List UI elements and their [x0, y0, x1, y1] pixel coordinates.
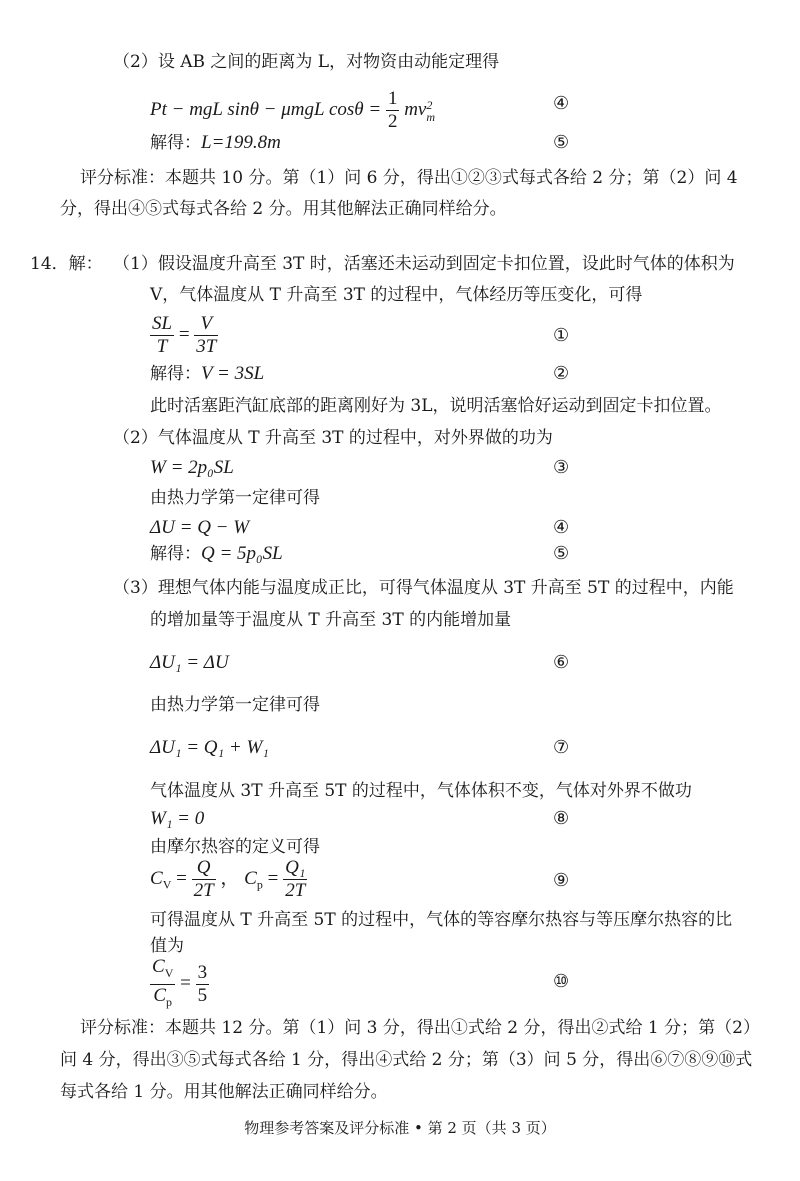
- q14-eq2-expr: V = 3SL: [201, 363, 265, 384]
- q14-eq1-rhs-den: 3T: [196, 336, 217, 357]
- q14-part1-intro: （1）假设温度升高至 3T 时，活塞还未运动到固定卡扣位置，设此时气体的体积为: [113, 254, 735, 274]
- q14-eq10-lhs: [150, 956, 175, 1013]
- q14-part1-conclusion: 此时活塞距汽缸底部的距离刚好为 3L，说明活塞恰好运动到固定卡扣位置。: [150, 396, 722, 416]
- q14-part3-intro2: 的增加量等于温度从 T 升高至 3T 的内能增加量: [150, 610, 512, 630]
- q13-solve: [150, 131, 281, 155]
- q13-eq4-frac-num: 1: [387, 88, 398, 109]
- q14-eq3-number: ③: [553, 457, 570, 478]
- q13-eq4-number: ④: [553, 93, 570, 114]
- q14-eq9-cv-den: 2T: [193, 880, 214, 901]
- q14-grading-2: 问 4 分，得出③⑤式每式各给 1 分，得出④式给 2 分；第（3）问 5 分，得出⑥⑦⑧⑨⑩式: [60, 1050, 753, 1070]
- q14-eq9-cv-sub: V: [162, 877, 172, 892]
- q14-molar-def: 由摩尔热容的定义可得: [150, 837, 320, 857]
- q14-eq3: W = 2p₀SL: [150, 457, 234, 478]
- q13-eq5-number: ⑤: [553, 132, 570, 153]
- q13-eq4-sub: m: [426, 109, 436, 124]
- q14-eq10-lhs-den-sub: p: [166, 994, 173, 1009]
- q14-eq2-label: 解得：: [150, 364, 201, 384]
- q14-grading-3: 每式各给 1 分。用其他解法正确同样给分。: [60, 1082, 388, 1102]
- q14-eq9-cv-frac: [192, 857, 216, 902]
- q14-eq9: $C_V$ = $\frac{Q}{2T}$ ， $C_p$ = $\frac{\text{Q₁}}{2T}$: [150, 857, 306, 901]
- q14-eq9-cp-den: 2T: [285, 880, 306, 901]
- q13-eq4-sup: 2: [426, 97, 433, 112]
- q13-eq4-lhs: Pt − mgL sinθ − μmgL cosθ =: [150, 98, 382, 120]
- q14-ratio-intro: 可得温度从 T 升高至 5T 的过程中，气体的等容摩尔热容与等压摩尔热容的比: [150, 910, 733, 930]
- q14-eq6-number: ⑥: [553, 652, 570, 673]
- q14-eq9-cp-sub: p: [256, 877, 263, 892]
- q14-eq5: [150, 542, 283, 566]
- page-footer: 物理参考答案及评分标准 • 第 2 页（共 3 页）: [244, 1119, 556, 1137]
- q14-eq2-number: ②: [553, 363, 570, 384]
- q14-eq10-lhs-num-sub: V: [164, 965, 174, 980]
- q14-eq5-number: ⑤: [553, 543, 570, 564]
- q14-eq10-rhs: [196, 962, 210, 1007]
- q14-eq1-rhs: [194, 313, 218, 358]
- q13-solve-value: L=199.8m: [201, 132, 281, 153]
- q14-eq1-rhs-num: V: [194, 313, 218, 336]
- q13-grading: 评分标准：本题共 10 分。第（1）问 6 分，得出①②③式每式各给 2 分；第（2）问 4 分，得出④⑤式每式各给 2 分。用其他解法正确同样给分。: [60, 168, 738, 219]
- q14-eq1-lhs-den: T: [156, 336, 168, 357]
- q14-eq10-rhs-num: 3: [197, 961, 208, 983]
- q14-eq1-lhs-num: SL: [152, 313, 173, 334]
- q13-eq4-rhs: mv: [404, 98, 427, 120]
- q14-eq10-lhs-den-c: C: [153, 984, 167, 1006]
- q14-eq8: W₁ = 0: [150, 808, 205, 829]
- q14-eq4-number: ④: [553, 517, 570, 538]
- q14-eq7: ΔU₁ = Q₁ + W₁: [150, 737, 269, 758]
- q13-eq4: [150, 88, 435, 133]
- q13-eq4-fraction: [386, 88, 400, 133]
- q14-eq10: $\frac{C_V}{C_p}$ = $\frac{3}{5}$: [150, 956, 209, 1013]
- q13-eq4-frac-den: 2: [387, 111, 398, 132]
- q14-eq7-number: ⑦: [553, 737, 570, 758]
- q14-eq9-cv-num: Q: [192, 857, 216, 880]
- q14-eq4: ΔU = Q − W: [150, 517, 250, 538]
- q14-eq9-cp-num: Q₁: [285, 857, 306, 878]
- q13-solve-label: 解得：: [150, 133, 201, 153]
- q14-eq9-cp-frac: [283, 857, 307, 902]
- q14-eq1-lhs: [150, 313, 174, 358]
- q14-eq9-cv: C: [150, 867, 163, 889]
- q14-grading-1: 评分标准：本题共 12 分。第（1）问 3 分，得出①式给 2 分，得出②式给 1 分；第（2）: [80, 1018, 760, 1038]
- q14-eq8-number: ⑧: [553, 808, 570, 829]
- q14-isochoric: 气体温度从 3T 升高至 5T 的过程中，气体体积不变，气体对外界不做功: [150, 781, 692, 801]
- q14-eq9-cp: C: [244, 867, 257, 889]
- q14-law1: 由热力学第一定律可得: [150, 488, 320, 508]
- q14-ratio-intro2: 值为: [150, 936, 184, 956]
- q14-eq10-rhs-den: 5: [197, 984, 208, 1006]
- q14-law2: 由热力学第一定律可得: [150, 695, 320, 715]
- q14-eq9-number: ⑨: [553, 870, 570, 891]
- q14-eq5-expr: Q = 5p₀SL: [201, 543, 283, 564]
- q14-eq10-lhs-num-c: C: [152, 956, 165, 977]
- q14-eq1: $\frac{SL}{T}$ = $\frac{V}{3T}$: [152, 313, 217, 357]
- q14-label: 14．解：: [30, 254, 103, 274]
- q14-eq10-number: ⑩: [553, 971, 570, 992]
- q14-part3-intro: （3）理想气体内能与温度成正比，可得气体温度从 3T 升高至 5T 的过程中，内能: [113, 578, 734, 598]
- q13-part2-intro: （2）设 AB 之间的距离为 L，对物资由动能定理得: [113, 52, 500, 72]
- q14-eq6: ΔU₁ = ΔU: [150, 652, 229, 673]
- q14-eq2: [150, 362, 264, 386]
- q14-part2-intro: （2）气体温度从 T 升高至 3T 的过程中，对外界做的功为: [113, 428, 553, 448]
- q14-eq5-label: 解得：: [150, 544, 201, 564]
- q14-part1-intro2: V，气体温度从 T 升高至 3T 的过程中，气体经历等压变化，可得: [150, 285, 643, 305]
- q14-eq1-number: ①: [553, 325, 570, 346]
